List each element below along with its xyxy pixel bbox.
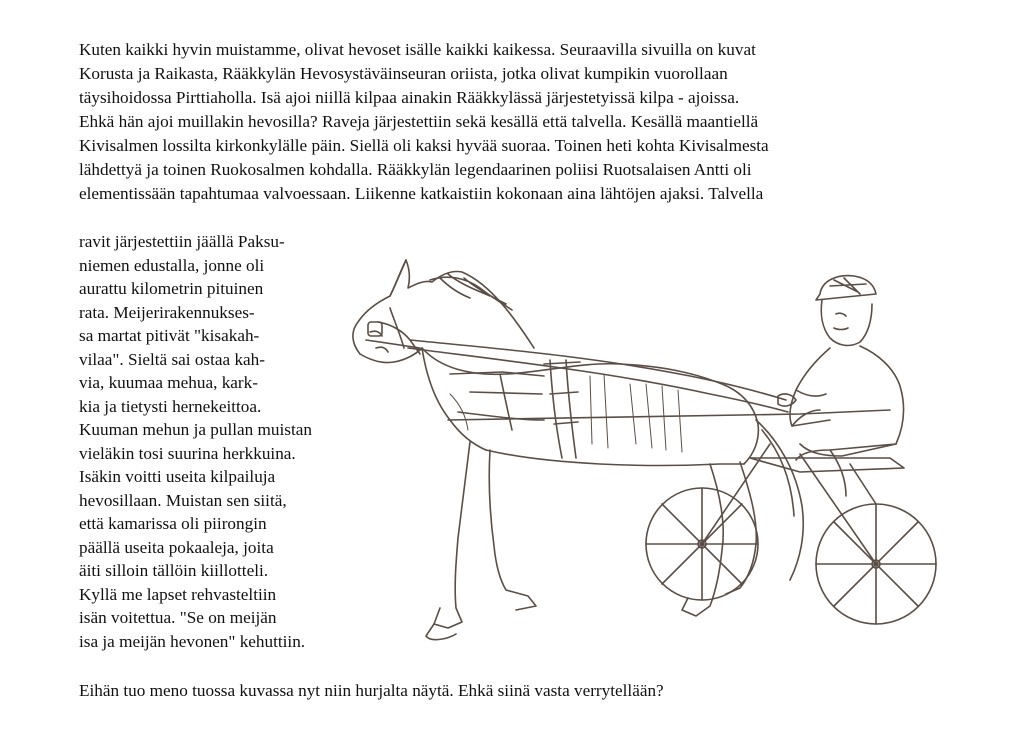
- text-line: Kyllä me lapset rehvasteltiin: [79, 584, 277, 604]
- text-line: elementissään tapahtumaa valvoessaan. Liikenne katkaistiin kokonaan aina lähtöjen ajaksi. Talvella: [79, 184, 764, 203]
- harness-racing-illustration: [330, 244, 960, 664]
- horse-tail: [756, 420, 803, 580]
- horse-front-leg: [434, 442, 470, 628]
- text-line: isän voitettua. "Se on meijän: [79, 608, 277, 627]
- driver-head: [821, 300, 872, 345]
- text-line: via, kuumaa mehua, kark-: [79, 373, 258, 392]
- closing-line: Eihän tuo meno tuossa kuvassa nyt niin hurjalta näytä. Ehkä siinä vasta verrytellään?: [79, 681, 664, 700]
- text-line: vilaa". Sieltä sai ostaa kah-: [79, 349, 265, 369]
- horse-body: [422, 348, 758, 464]
- text-line: Korusta ja Raikasta, Rääkkylän Hevosystäväinseuran oriista, jotka olivat kumpikin vuorollaan: [79, 64, 728, 83]
- text-line: lähdettyä ja toinen Ruokosalmen kohdalla. Rääkkylän legendaarinen poliisi Ruotsalaisen Antti oli: [79, 160, 752, 179]
- text-line: Kivisalmen lossilta kirkonkylälle päin. Siellä oli kaksi hyvää suoraa. Toinen heti kohta Kivisalmesta: [79, 136, 769, 155]
- text-line: päällä useita pokaaleja, joita: [79, 537, 274, 557]
- driver-body: [790, 346, 904, 460]
- text-line: isa ja meijän hevonen" kehuttiin.: [79, 631, 306, 651]
- text-line: Ehkä hän ajoi muillakin hevosilla? Raveja järjestettiin sekä kesällä että talvella. Kesällä maantiellä: [79, 112, 759, 131]
- text-line: rata. Meijerirakennukses-: [79, 302, 255, 322]
- text-line: Kuuman mehun ja pullan muistan: [79, 420, 312, 439]
- text-line: täysihoidossa Pirttiaholla. Isä ajoi niillä kilpaa ainakin Rääkkylässä järjestetyissä kilpa - ajoissa.: [79, 88, 740, 107]
- horse-harness: [544, 360, 580, 458]
- sulky-shaft: [448, 410, 890, 420]
- intro-paragraph: [79, 38, 979, 206]
- text-line: sa martat pitivät "kisakah-: [79, 326, 260, 345]
- text-line: ravit järjestettiin jäällä Paksu-: [79, 232, 285, 251]
- text-line: hevosillaan. Muistan sen siitä,: [79, 490, 287, 510]
- text-line: kia ja tietysti hernekeittoa.: [79, 396, 262, 416]
- text-line: Isäkin voitti useita kilpailuja: [79, 467, 276, 486]
- text-line: niemen edustalla, jonne oli: [79, 255, 265, 275]
- text-line: Kuten kaikki hyvin muistamme, olivat hevoset isälle kaikki kaikessa. Seuraavilla sivuilla on kuvat: [79, 40, 756, 59]
- text-line: aurattu kilometrin pituinen: [79, 279, 264, 298]
- horse-mane: [430, 274, 512, 310]
- text-line: vieläkin tosi suurina herkkuina.: [79, 443, 296, 463]
- text-line: että kamarissa oli piirongin: [79, 514, 267, 533]
- text-line: äiti silloin tällöin kiillotteli.: [79, 561, 269, 580]
